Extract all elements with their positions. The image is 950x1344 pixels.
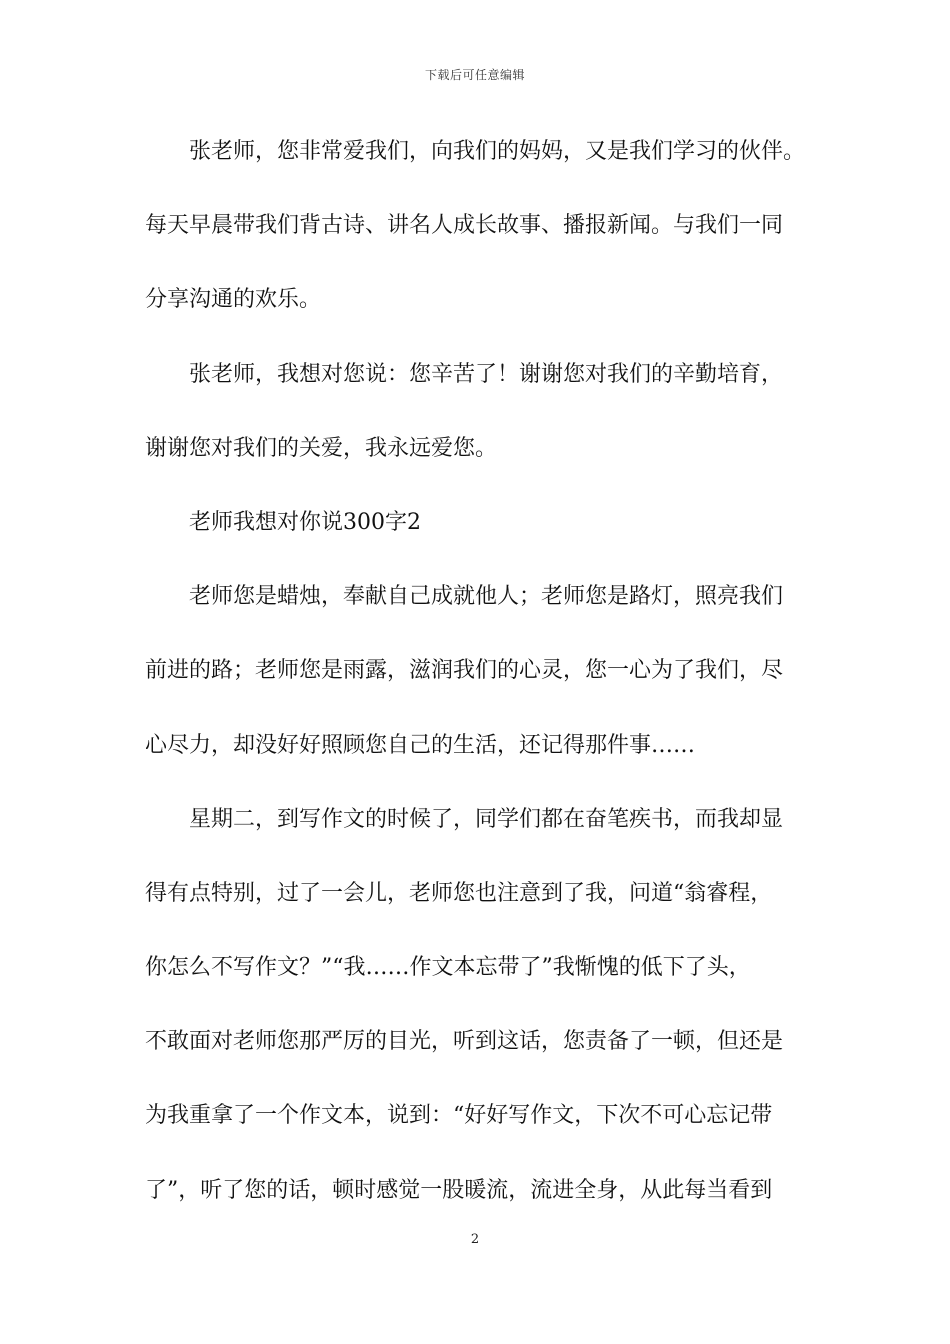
paragraph-line: 不敢面对老师您那严厉的目光，听到这话，您责备了一顿，但还是 — [145, 1029, 784, 1055]
paragraph-line: 了”，听了您的话，顿时感觉一股暖流，流进全身，从此每当看到 — [145, 1177, 773, 1203]
paragraph-line: 分享沟通的欢乐。 — [145, 287, 322, 313]
section-heading: 老师我想对你说300字2 — [189, 509, 421, 535]
paragraph-line: 你怎么不写作文？”“我……作文本忘带了”我惭愧的低下了头， — [145, 955, 751, 981]
paragraph-line: 老师您是蜡烛，奉献自己成就他人；老师您是路灯，照亮我们 — [189, 584, 784, 610]
document-body — [145, 132, 810, 1245]
paragraph-line: 星期二，到写作文的时候了，同学们都在奋笔疾书，而我却显 — [189, 806, 784, 832]
paragraph-line: 前进的路；老师您是雨露，滋润我们的心灵，您一心为了我们，尽 — [145, 658, 784, 684]
page-number: 2 — [470, 1232, 480, 1247]
paragraph-line: 每天早晨带我们背古诗、讲名人成长故事、播报新闻。与我们一同 — [145, 213, 784, 239]
header-note: 下载后可任意编辑 — [424, 68, 525, 82]
paragraph-line: 张老师，您非常爱我们，向我们的妈妈，又是我们学习的伙伴。 — [189, 139, 806, 164]
paragraph-line: 谢谢您对我们的关爱，我永远爱您。 — [145, 435, 498, 461]
paragraph-line: 心尽力，却没好好照顾您自己的生活，还记得那件事…… — [145, 732, 696, 758]
paragraph-line: 得有点特别，过了一会儿，老师您也注意到了我，问道“翁睿程， — [145, 880, 773, 906]
paragraph-line: 张老师，我想对您说：您辛苦了！谢谢您对我们的辛勤培育， — [189, 361, 784, 387]
paragraph-line: 为我重拿了一个作文本，说到：“好好写作文，下次不可心忘记带 — [145, 1103, 773, 1129]
